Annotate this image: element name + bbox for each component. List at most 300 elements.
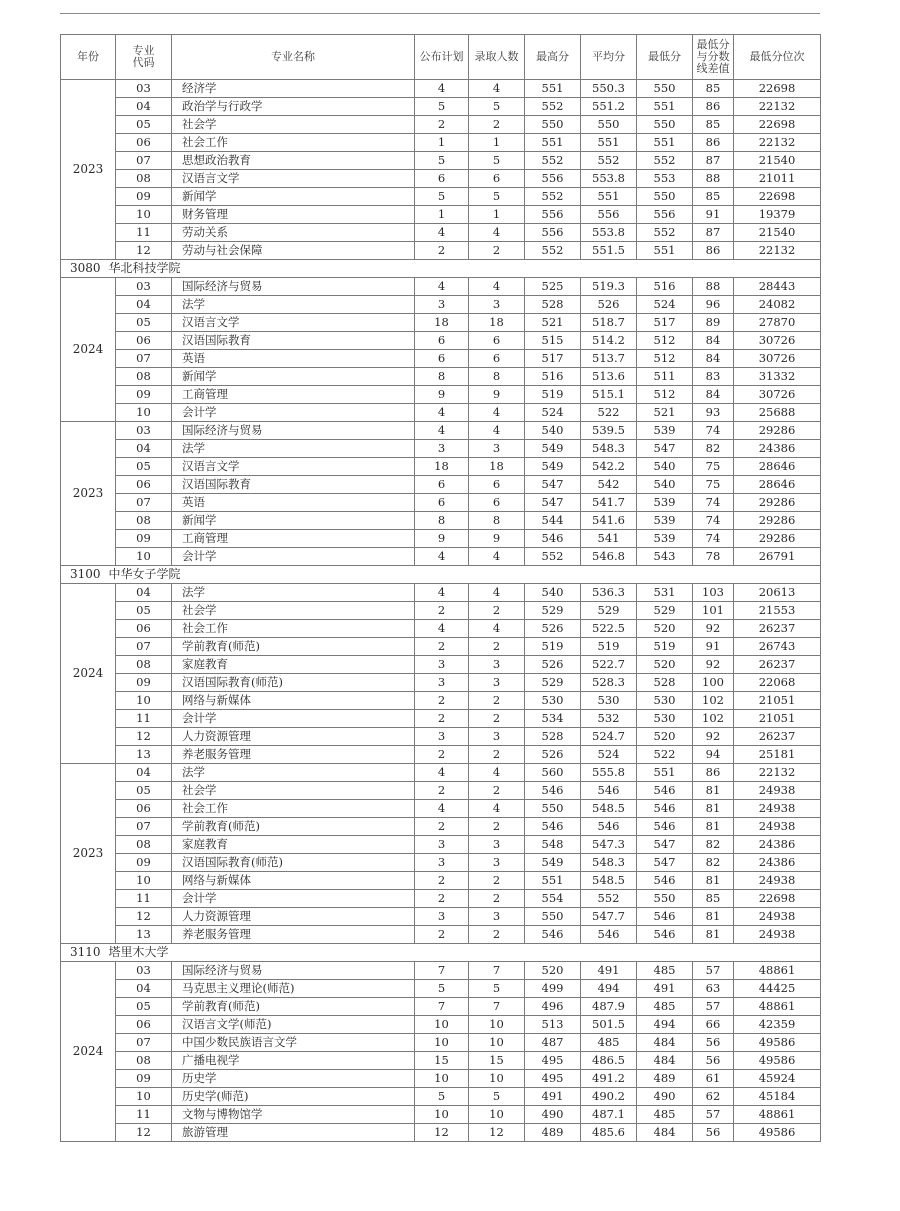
- major-name-cell: 汉语言文学: [172, 314, 415, 332]
- min-diff-cell: 92: [693, 728, 734, 746]
- min-score-cell: 546: [637, 818, 693, 836]
- max-score-cell: 556: [525, 170, 581, 188]
- avg-score-cell: 526: [581, 296, 637, 314]
- max-score-cell: 528: [525, 296, 581, 314]
- avg-score-cell: 553.8: [581, 224, 637, 242]
- max-score-cell: 556: [525, 206, 581, 224]
- min-rank-cell: 26237: [734, 656, 821, 674]
- admitted-count-cell: 4: [469, 764, 525, 782]
- plan-count-cell: 5: [415, 1088, 469, 1106]
- avg-score-cell: 548.5: [581, 800, 637, 818]
- max-score-cell: 552: [525, 188, 581, 206]
- major-code-cell: 07: [116, 350, 172, 368]
- min-rank-cell: 22132: [734, 98, 821, 116]
- min-diff-cell: 93: [693, 404, 734, 422]
- min-score-cell: 546: [637, 782, 693, 800]
- table-row: [61, 422, 821, 440]
- table-body: [61, 80, 821, 1142]
- table-row: [61, 278, 821, 296]
- major-name-cell: 家庭教育: [172, 836, 415, 854]
- max-score-cell: 552: [525, 242, 581, 260]
- avg-score-cell: 550: [581, 116, 637, 134]
- table-row: [61, 656, 821, 674]
- major-code-cell: 11: [116, 224, 172, 242]
- min-rank-cell: 21051: [734, 710, 821, 728]
- major-code-cell: 11: [116, 1106, 172, 1124]
- major-code-cell: 05: [116, 116, 172, 134]
- table-row: [61, 494, 821, 512]
- major-code-cell: 08: [116, 368, 172, 386]
- min-rank-cell: 24938: [734, 908, 821, 926]
- admitted-count-cell: 4: [469, 422, 525, 440]
- min-score-cell: 552: [637, 152, 693, 170]
- avg-score-cell: 536.3: [581, 584, 637, 602]
- avg-score-cell: 515.1: [581, 386, 637, 404]
- major-code-cell: 08: [116, 170, 172, 188]
- plan-count-cell: 4: [415, 278, 469, 296]
- plan-count-cell: 3: [415, 674, 469, 692]
- table-row: [61, 764, 821, 782]
- table-row: [61, 368, 821, 386]
- major-name-cell: 网络与新媒体: [172, 692, 415, 710]
- min-diff-cell: 78: [693, 548, 734, 566]
- major-code-cell: 10: [116, 206, 172, 224]
- admitted-count-cell: 4: [469, 548, 525, 566]
- min-score-cell: 484: [637, 1124, 693, 1142]
- admitted-count-cell: 2: [469, 710, 525, 728]
- admitted-count-cell: 2: [469, 818, 525, 836]
- min-diff-cell: 83: [693, 368, 734, 386]
- plan-count-cell: 4: [415, 404, 469, 422]
- min-score-cell: 530: [637, 692, 693, 710]
- min-rank-cell: 24938: [734, 926, 821, 944]
- min-diff-cell: 81: [693, 782, 734, 800]
- min-score-cell: 520: [637, 728, 693, 746]
- min-rank-cell: 31332: [734, 368, 821, 386]
- major-name-cell: 汉语言文学: [172, 170, 415, 188]
- table-row: [61, 800, 821, 818]
- major-name-cell: 学前教育(师范): [172, 638, 415, 656]
- admitted-count-cell: 4: [469, 620, 525, 638]
- table-row: [61, 1088, 821, 1106]
- major-code-cell: 11: [116, 710, 172, 728]
- admitted-count-cell: 2: [469, 872, 525, 890]
- max-score-cell: 550: [525, 908, 581, 926]
- major-name-cell: 家庭教育: [172, 656, 415, 674]
- year-cell: 2023: [61, 764, 116, 944]
- major-code-cell: 09: [116, 530, 172, 548]
- major-code-cell: 12: [116, 908, 172, 926]
- table-row: [61, 458, 821, 476]
- min-rank-cell: 29286: [734, 512, 821, 530]
- max-score-cell: 546: [525, 782, 581, 800]
- max-score-cell: 526: [525, 746, 581, 764]
- plan-count-cell: 2: [415, 116, 469, 134]
- major-code-cell: 06: [116, 476, 172, 494]
- avg-score-cell: 513.6: [581, 368, 637, 386]
- max-score-cell: 495: [525, 1052, 581, 1070]
- admitted-count-cell: 12: [469, 1124, 525, 1142]
- max-score-cell: 546: [525, 926, 581, 944]
- major-code-cell: 06: [116, 1016, 172, 1034]
- major-name-cell: 法学: [172, 296, 415, 314]
- max-score-cell: 550: [525, 800, 581, 818]
- year-cell: 2023: [61, 422, 116, 566]
- major-code-cell: 05: [116, 314, 172, 332]
- major-code-cell: 05: [116, 458, 172, 476]
- min-rank-cell: 30726: [734, 386, 821, 404]
- avg-score-cell: 547.7: [581, 908, 637, 926]
- max-score-cell: 487: [525, 1034, 581, 1052]
- avg-score-cell: 551: [581, 188, 637, 206]
- major-code-cell: 10: [116, 404, 172, 422]
- major-code-cell: 04: [116, 296, 172, 314]
- min-score-cell: 551: [637, 242, 693, 260]
- major-code-cell: 12: [116, 1124, 172, 1142]
- table-row: [61, 908, 821, 926]
- major-name-cell: 学前教育(师范): [172, 818, 415, 836]
- avg-score-cell: 547.3: [581, 836, 637, 854]
- major-name-cell: 汉语言文学(师范): [172, 1016, 415, 1034]
- min-diff-cell: 86: [693, 98, 734, 116]
- major-code-cell: 08: [116, 656, 172, 674]
- admitted-count-cell: 1: [469, 134, 525, 152]
- major-name-cell: 汉语国际教育: [172, 332, 415, 350]
- avg-score-cell: 524.7: [581, 728, 637, 746]
- min-diff-cell: 81: [693, 926, 734, 944]
- major-name-cell: 历史学: [172, 1070, 415, 1088]
- major-name-cell: 汉语言文学: [172, 458, 415, 476]
- major-code-cell: 12: [116, 728, 172, 746]
- admitted-count-cell: 5: [469, 1088, 525, 1106]
- min-diff-cell: 94: [693, 746, 734, 764]
- major-name-cell: 旅游管理: [172, 1124, 415, 1142]
- min-diff-cell: 81: [693, 872, 734, 890]
- year-cell: 2024: [61, 584, 116, 764]
- min-rank-cell: 48861: [734, 998, 821, 1016]
- table-row: [61, 728, 821, 746]
- min-rank-cell: 49586: [734, 1052, 821, 1070]
- major-code-cell: 13: [116, 926, 172, 944]
- min-diff-cell: 85: [693, 188, 734, 206]
- admitted-count-cell: 2: [469, 746, 525, 764]
- admitted-count-cell: 10: [469, 1016, 525, 1034]
- table-row: [61, 512, 821, 530]
- min-rank-cell: 22698: [734, 116, 821, 134]
- plan-count-cell: 6: [415, 350, 469, 368]
- min-diff-cell: 91: [693, 638, 734, 656]
- major-name-cell: 社会学: [172, 116, 415, 134]
- major-code-cell: 07: [116, 638, 172, 656]
- avg-score-cell: 491: [581, 962, 637, 980]
- major-code-cell: 04: [116, 584, 172, 602]
- min-diff-cell: 92: [693, 656, 734, 674]
- table-row: [61, 782, 821, 800]
- table-row: [61, 674, 821, 692]
- major-code-cell: 09: [116, 854, 172, 872]
- min-score-cell: 520: [637, 656, 693, 674]
- avg-score-cell: 546: [581, 926, 637, 944]
- admitted-count-cell: 6: [469, 350, 525, 368]
- max-score-cell: 534: [525, 710, 581, 728]
- major-code-cell: 10: [116, 692, 172, 710]
- table-row: [61, 1124, 821, 1142]
- header-plan: 公布计划: [415, 35, 469, 80]
- major-code-cell: 12: [116, 242, 172, 260]
- admitted-count-cell: 6: [469, 494, 525, 512]
- min-rank-cell: 25181: [734, 746, 821, 764]
- min-diff-cell: 92: [693, 620, 734, 638]
- admitted-count-cell: 4: [469, 80, 525, 98]
- min-score-cell: 546: [637, 908, 693, 926]
- major-code-cell: 10: [116, 548, 172, 566]
- plan-count-cell: 10: [415, 1016, 469, 1034]
- avg-score-cell: 539.5: [581, 422, 637, 440]
- table-row: [61, 962, 821, 980]
- avg-score-cell: 487.9: [581, 998, 637, 1016]
- max-score-cell: 517: [525, 350, 581, 368]
- table-row: [61, 476, 821, 494]
- avg-score-cell: 522.5: [581, 620, 637, 638]
- min-diff-cell: 57: [693, 1106, 734, 1124]
- plan-count-cell: 3: [415, 296, 469, 314]
- min-diff-cell: 81: [693, 908, 734, 926]
- major-code-cell: 09: [116, 1070, 172, 1088]
- table-row: [61, 620, 821, 638]
- avg-score-cell: 524: [581, 746, 637, 764]
- table-row: [61, 926, 821, 944]
- min-diff-cell: 85: [693, 116, 734, 134]
- avg-score-cell: 485: [581, 1034, 637, 1052]
- table-row: [61, 1070, 821, 1088]
- min-rank-cell: 28646: [734, 476, 821, 494]
- avg-score-cell: 486.5: [581, 1052, 637, 1070]
- major-name-cell: 法学: [172, 584, 415, 602]
- table-row: [61, 188, 821, 206]
- min-diff-cell: 75: [693, 458, 734, 476]
- min-rank-cell: 28646: [734, 458, 821, 476]
- avg-score-cell: 541.6: [581, 512, 637, 530]
- min-rank-cell: 22698: [734, 80, 821, 98]
- university-code: 3100: [70, 567, 101, 581]
- major-name-cell: 国际经济与贸易: [172, 422, 415, 440]
- major-name-cell: 国际经济与贸易: [172, 962, 415, 980]
- table-row: [61, 80, 821, 98]
- major-code-cell: 03: [116, 80, 172, 98]
- university-header: [61, 260, 821, 278]
- table-row: [61, 98, 821, 116]
- plan-count-cell: 1: [415, 134, 469, 152]
- avg-score-cell: 548.3: [581, 854, 637, 872]
- plan-count-cell: 7: [415, 998, 469, 1016]
- plan-count-cell: 18: [415, 314, 469, 332]
- plan-count-cell: 6: [415, 494, 469, 512]
- year-cell: 2024: [61, 278, 116, 422]
- max-score-cell: 489: [525, 1124, 581, 1142]
- max-score-cell: 540: [525, 422, 581, 440]
- min-score-cell: 517: [637, 314, 693, 332]
- max-score-cell: 519: [525, 386, 581, 404]
- min-score-cell: 485: [637, 998, 693, 1016]
- major-name-cell: 网络与新媒体: [172, 872, 415, 890]
- admitted-count-cell: 2: [469, 782, 525, 800]
- table-row: [61, 440, 821, 458]
- min-rank-cell: 22698: [734, 890, 821, 908]
- major-name-cell: 财务管理: [172, 206, 415, 224]
- admitted-count-cell: 3: [469, 674, 525, 692]
- avg-score-cell: 548.5: [581, 872, 637, 890]
- max-score-cell: 529: [525, 674, 581, 692]
- min-rank-cell: 24938: [734, 872, 821, 890]
- min-score-cell: 540: [637, 476, 693, 494]
- max-score-cell: 560: [525, 764, 581, 782]
- table-row: [61, 710, 821, 728]
- plan-count-cell: 9: [415, 530, 469, 548]
- min-score-cell: 489: [637, 1070, 693, 1088]
- year-cell: 2024: [61, 962, 116, 1142]
- table-row: [61, 998, 821, 1016]
- table-row: [61, 386, 821, 404]
- min-score-cell: 539: [637, 530, 693, 548]
- major-name-cell: 会计学: [172, 890, 415, 908]
- min-score-cell: 550: [637, 116, 693, 134]
- plan-count-cell: 2: [415, 890, 469, 908]
- major-code-cell: 08: [116, 1052, 172, 1070]
- min-score-cell: 552: [637, 224, 693, 242]
- major-code-cell: 13: [116, 746, 172, 764]
- avg-score-cell: 550.3: [581, 80, 637, 98]
- admission-score-table: [60, 34, 821, 1142]
- avg-score-cell: 514.2: [581, 332, 637, 350]
- university-name: 华北科技学院: [108, 261, 181, 275]
- avg-score-cell: 532: [581, 710, 637, 728]
- max-score-cell: 552: [525, 152, 581, 170]
- table-row: [61, 980, 821, 998]
- header-year: 年份: [61, 35, 116, 80]
- min-score-cell: 491: [637, 980, 693, 998]
- avg-score-cell: 542.2: [581, 458, 637, 476]
- min-score-cell: 485: [637, 962, 693, 980]
- major-code-cell: 10: [116, 872, 172, 890]
- max-score-cell: 548: [525, 836, 581, 854]
- major-name-cell: 会计学: [172, 404, 415, 422]
- max-score-cell: 526: [525, 620, 581, 638]
- min-rank-cell: 22132: [734, 134, 821, 152]
- plan-count-cell: 2: [415, 602, 469, 620]
- min-score-cell: 550: [637, 890, 693, 908]
- plan-count-cell: 15: [415, 1052, 469, 1070]
- plan-count-cell: 4: [415, 224, 469, 242]
- min-diff-cell: 87: [693, 224, 734, 242]
- max-score-cell: 540: [525, 584, 581, 602]
- major-name-cell: 汉语国际教育: [172, 476, 415, 494]
- major-code-cell: 03: [116, 422, 172, 440]
- header-min-score: 最低分: [637, 35, 693, 80]
- min-score-cell: 539: [637, 494, 693, 512]
- major-code-cell: 03: [116, 962, 172, 980]
- admitted-count-cell: 3: [469, 854, 525, 872]
- max-score-cell: 526: [525, 656, 581, 674]
- min-diff-cell: 61: [693, 1070, 734, 1088]
- table-row: [61, 638, 821, 656]
- min-rank-cell: 20613: [734, 584, 821, 602]
- avg-score-cell: 553.8: [581, 170, 637, 188]
- admitted-count-cell: 2: [469, 602, 525, 620]
- min-rank-cell: 21553: [734, 602, 821, 620]
- admitted-count-cell: 2: [469, 692, 525, 710]
- min-score-cell: 490: [637, 1088, 693, 1106]
- avg-score-cell: 501.5: [581, 1016, 637, 1034]
- min-diff-cell: 66: [693, 1016, 734, 1034]
- min-score-cell: 547: [637, 440, 693, 458]
- max-score-cell: 524: [525, 404, 581, 422]
- min-diff-cell: 100: [693, 674, 734, 692]
- plan-count-cell: 5: [415, 152, 469, 170]
- table-row: [61, 152, 821, 170]
- min-diff-cell: 91: [693, 206, 734, 224]
- major-name-cell: 英语: [172, 350, 415, 368]
- major-name-cell: 经济学: [172, 80, 415, 98]
- max-score-cell: 499: [525, 980, 581, 998]
- min-diff-cell: 102: [693, 692, 734, 710]
- avg-score-cell: 522: [581, 404, 637, 422]
- header-admitted: 录取人数: [469, 35, 525, 80]
- table-row: [61, 224, 821, 242]
- min-rank-cell: 45924: [734, 1070, 821, 1088]
- major-name-cell: 人力资源管理: [172, 728, 415, 746]
- max-score-cell: 525: [525, 278, 581, 296]
- max-score-cell: 552: [525, 98, 581, 116]
- min-rank-cell: 49586: [734, 1124, 821, 1142]
- min-rank-cell: 26743: [734, 638, 821, 656]
- plan-count-cell: 3: [415, 854, 469, 872]
- admitted-count-cell: 18: [469, 314, 525, 332]
- major-name-cell: 英语: [172, 494, 415, 512]
- avg-score-cell: 518.7: [581, 314, 637, 332]
- plan-count-cell: 10: [415, 1034, 469, 1052]
- min-rank-cell: 24386: [734, 836, 821, 854]
- min-diff-cell: 88: [693, 278, 734, 296]
- major-name-cell: 学前教育(师范): [172, 998, 415, 1016]
- avg-score-cell: 541: [581, 530, 637, 548]
- plan-count-cell: 6: [415, 332, 469, 350]
- min-rank-cell: 30726: [734, 350, 821, 368]
- max-score-cell: 490: [525, 1106, 581, 1124]
- min-score-cell: 485: [637, 1106, 693, 1124]
- table-row: [61, 530, 821, 548]
- university-row: [61, 944, 821, 962]
- admitted-count-cell: 3: [469, 728, 525, 746]
- admitted-count-cell: 2: [469, 890, 525, 908]
- admitted-count-cell: 9: [469, 386, 525, 404]
- major-code-cell: 07: [116, 494, 172, 512]
- min-rank-cell: 26791: [734, 548, 821, 566]
- min-diff-cell: 86: [693, 764, 734, 782]
- admitted-count-cell: 4: [469, 278, 525, 296]
- avg-score-cell: 530: [581, 692, 637, 710]
- max-score-cell: 546: [525, 818, 581, 836]
- min-diff-cell: 74: [693, 530, 734, 548]
- table-row: [61, 296, 821, 314]
- min-score-cell: 546: [637, 800, 693, 818]
- max-score-cell: 520: [525, 962, 581, 980]
- min-rank-cell: 29286: [734, 494, 821, 512]
- min-diff-cell: 96: [693, 296, 734, 314]
- min-rank-cell: 24082: [734, 296, 821, 314]
- major-name-cell: 文物与博物馆学: [172, 1106, 415, 1124]
- avg-score-cell: 513.7: [581, 350, 637, 368]
- university-name: 中华女子学院: [108, 567, 181, 581]
